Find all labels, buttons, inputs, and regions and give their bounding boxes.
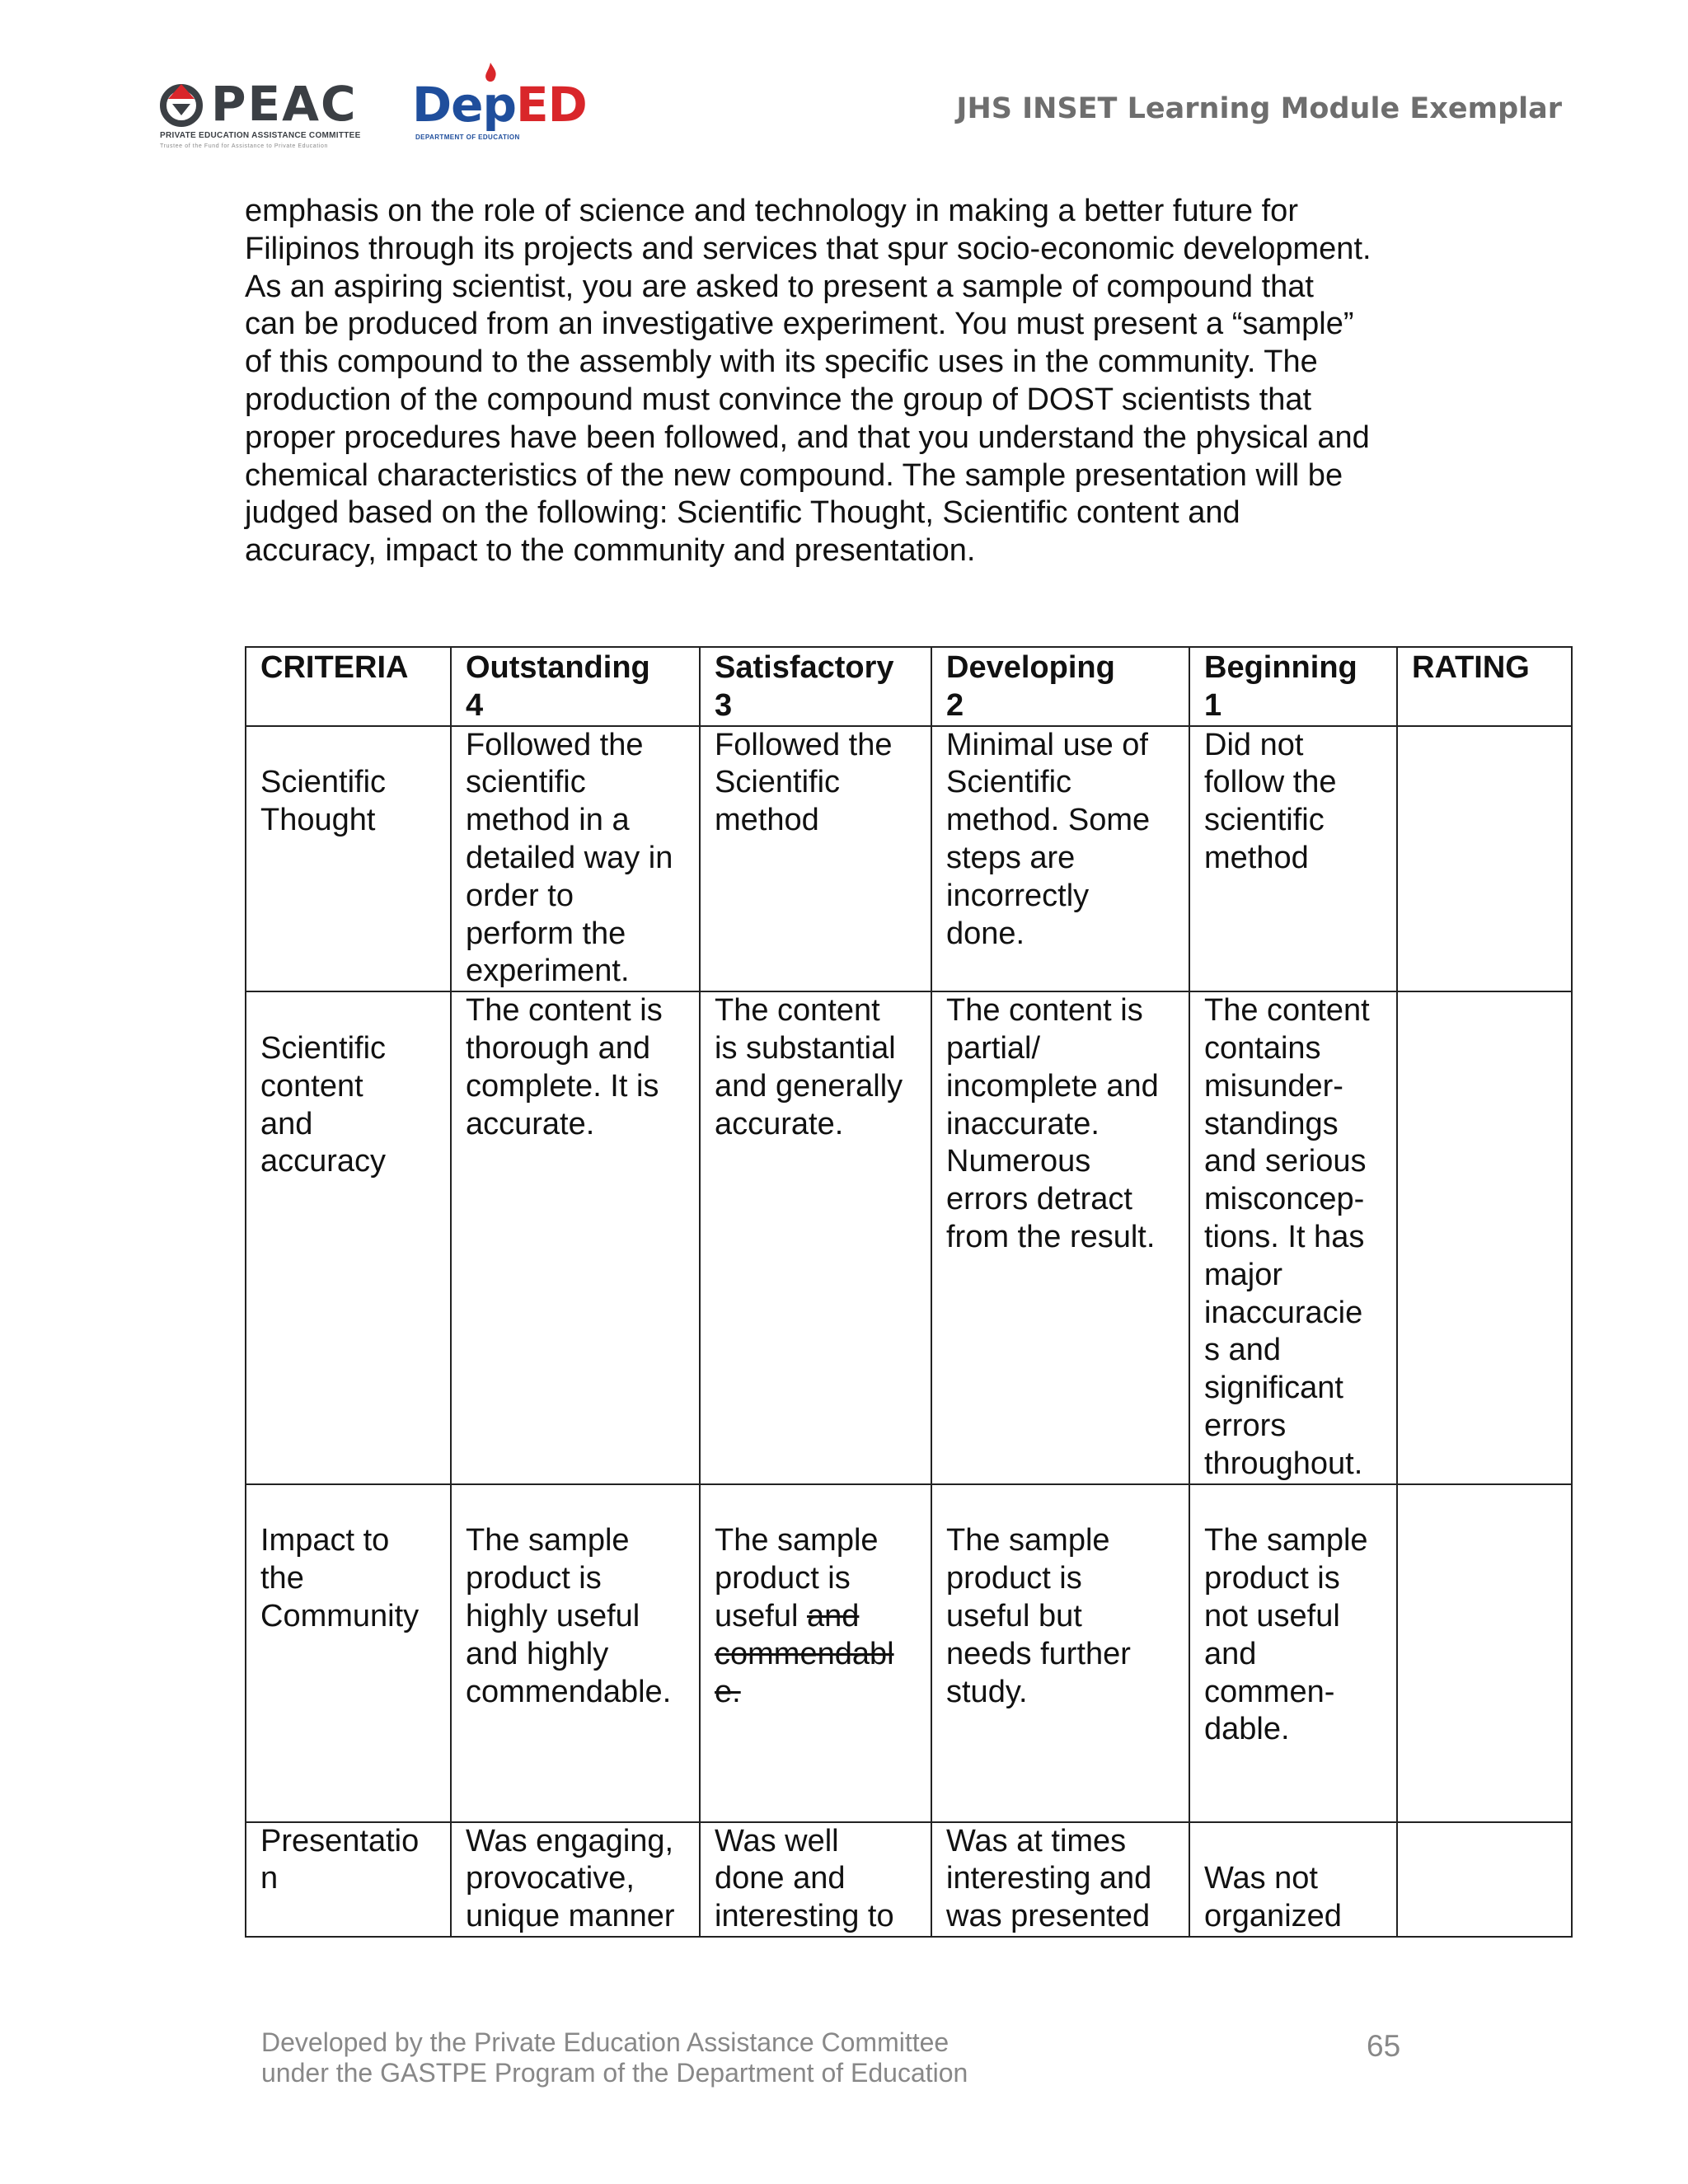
beginning-cell xyxy=(1189,991,1397,1483)
cell-line: unique manner xyxy=(466,1899,675,1934)
outstanding-cell xyxy=(451,726,700,992)
cell-line: Followed the xyxy=(715,727,893,762)
rating-cell[interactable] xyxy=(1397,1822,1572,1937)
cell-line: perform the xyxy=(466,916,626,951)
cell-line: product is xyxy=(946,1561,1082,1596)
cell-line: accurate. xyxy=(466,1106,595,1141)
peac-emblem-icon xyxy=(157,79,206,129)
cell-line: n xyxy=(260,1861,279,1896)
cell-line: method xyxy=(1204,840,1309,875)
peac-logo xyxy=(157,63,383,153)
cell-line: done and xyxy=(715,1861,846,1896)
cell-line: Presentatio xyxy=(260,1823,420,1858)
struck-text: commendabl xyxy=(715,1636,894,1671)
cell-line: misconcep- xyxy=(1204,1182,1365,1217)
cell-line: order to xyxy=(466,878,574,913)
cell-line: significant xyxy=(1204,1371,1343,1406)
cell-line: s and xyxy=(1204,1333,1281,1368)
deped-wordmark-ed: ED xyxy=(516,77,587,133)
beginning-cell xyxy=(1189,1484,1397,1822)
criteria-cell xyxy=(246,726,451,992)
cell-line: incorrectly xyxy=(946,878,1090,913)
cell-line: thorough and xyxy=(466,1030,650,1066)
developing-cell xyxy=(931,726,1189,992)
paragraph-line: can be produced from an investigative experiment. You must present a “sample” xyxy=(245,307,1354,342)
deped-wordmark xyxy=(412,77,587,133)
cell-line: standings xyxy=(1204,1106,1339,1141)
cell-line: and xyxy=(260,1106,313,1141)
cell-line xyxy=(260,1485,442,1523)
cell-line: The sample xyxy=(466,1523,630,1558)
cell-line: misunder- xyxy=(1204,1068,1343,1104)
paragraph-line: accuracy, impact to the community and presentation. xyxy=(245,533,976,569)
cell-line: interesting to xyxy=(715,1899,894,1934)
cell-line: Community xyxy=(260,1598,420,1633)
cell-line: is substantial xyxy=(715,1030,896,1066)
cell-line: commen- xyxy=(1204,1674,1335,1709)
cell-line: The content is xyxy=(946,993,1143,1029)
criteria-cell xyxy=(246,1822,451,1937)
developing-cell xyxy=(931,1484,1189,1822)
header-satisfactory: Satisfactory 3 xyxy=(700,647,931,726)
cell-line: errors detract xyxy=(946,1182,1132,1217)
deped-subtitle: DEPARTMENT OF EDUCATION xyxy=(415,134,520,141)
header-criteria: CRITERIA xyxy=(246,647,451,726)
cell-line: dable. xyxy=(1204,1712,1290,1747)
paragraph-line: chemical characteristics of the new compound. The sample presentation will be xyxy=(245,457,1343,493)
criteria-cell xyxy=(246,1484,451,1822)
cell-line: highly useful xyxy=(466,1598,640,1633)
cell-line: useful but xyxy=(946,1598,1082,1633)
cell-line: The sample xyxy=(715,1523,879,1558)
cell-line: Was not xyxy=(1204,1861,1318,1896)
peac-subtitle: PRIVATE EDUCATION ASSISTANCE COMMITTEE xyxy=(160,131,361,140)
cell-line: incomplete and xyxy=(946,1068,1159,1104)
cell-line: inaccurate. xyxy=(946,1106,1100,1141)
outstanding-cell xyxy=(451,991,700,1483)
cell-line xyxy=(260,992,442,1030)
cell-line xyxy=(466,1485,691,1523)
cell-line: Scientific xyxy=(946,765,1072,800)
satisfactory-cell xyxy=(700,1822,931,1937)
cell-line: product is xyxy=(715,1561,851,1596)
cell-line xyxy=(715,1636,922,1674)
cell-line: The content xyxy=(715,993,880,1029)
paragraph-line: emphasis on the role of science and technology in making a better future for xyxy=(245,194,1298,228)
cell-line: and xyxy=(1204,1636,1257,1671)
rubric-row-scientific-thought xyxy=(246,726,1572,992)
cell-line: and serious xyxy=(1204,1144,1367,1179)
header-beginning: Beginning 1 xyxy=(1189,647,1397,726)
outstanding-cell xyxy=(451,1484,700,1822)
cell-line: method xyxy=(715,803,819,838)
cell-line: Was well xyxy=(715,1823,839,1858)
beginning-cell xyxy=(1189,1822,1397,1937)
cell-line: the xyxy=(260,1561,304,1596)
cell-line xyxy=(1204,1485,1388,1523)
cell-line: study. xyxy=(946,1674,1028,1709)
cell-line: accurate. xyxy=(715,1106,844,1141)
cell-line: method. Some xyxy=(946,803,1151,838)
cell-line: not useful xyxy=(1204,1598,1340,1633)
footer-line-2: under the GASTPE Program of the Department of Education xyxy=(261,2058,968,2088)
cell-line: The sample xyxy=(1204,1523,1368,1558)
rating-cell[interactable] xyxy=(1397,991,1572,1483)
scoring-rubric-table xyxy=(245,646,1573,1938)
cell-line xyxy=(715,1485,922,1523)
cell-line: interesting and xyxy=(946,1861,1152,1896)
cell-line: Impact to xyxy=(260,1523,390,1558)
cell-line: and highly xyxy=(466,1636,609,1671)
cell-line: Did not xyxy=(1204,727,1304,762)
page-footer xyxy=(261,2027,968,2088)
struck-text: and xyxy=(806,1598,860,1633)
footer-line-1: Developed by the Private Education Assistance Committee xyxy=(261,2027,950,2057)
cell-line: useful and xyxy=(715,1598,860,1633)
cell-line: Was engaging, xyxy=(466,1823,674,1858)
cell-line: scientific xyxy=(1204,803,1325,838)
satisfactory-cell xyxy=(700,1484,931,1822)
cell-line: Scientific xyxy=(260,765,387,800)
cell-line: steps are xyxy=(946,840,1076,875)
cell-line: needs further xyxy=(946,1636,1131,1671)
peac-wordmark: PEAC xyxy=(211,76,358,132)
peac-tagline: Trustee of the Fund for Assistance to Private Education xyxy=(160,143,328,149)
satisfactory-cell xyxy=(700,991,931,1483)
cell-line: was presented xyxy=(946,1899,1151,1934)
cell-line: product is xyxy=(466,1561,602,1596)
deped-logo xyxy=(412,63,587,153)
header-developing: Developing 2 xyxy=(931,647,1189,726)
cell-line xyxy=(946,1485,1180,1523)
cell-line xyxy=(1204,1823,1388,1861)
header-outstanding: Outstanding 4 xyxy=(451,647,700,726)
cell-line: Minimal use of xyxy=(946,727,1148,762)
satisfactory-cell xyxy=(700,726,931,992)
criteria-cell xyxy=(246,991,451,1483)
page-number: 65 xyxy=(1367,2029,1401,2063)
cell-line: partial/ xyxy=(946,1030,1041,1066)
cell-line: throughout. xyxy=(1204,1446,1363,1481)
module-title: JHS INSET Learning Module Exemplar xyxy=(956,92,1562,125)
cell-line: provocative, xyxy=(466,1861,635,1896)
cell-line: content xyxy=(260,1068,363,1104)
cell-line: organized xyxy=(1204,1899,1342,1934)
paragraph-line: Filipinos through its projects and services that spur socio-economic development. xyxy=(245,231,1372,266)
cell-line: Thought xyxy=(260,803,376,838)
cell-line: follow the xyxy=(1204,765,1337,800)
cell-line: Was at times xyxy=(946,1823,1127,1858)
rubric-header-row xyxy=(246,647,1572,726)
cell-line: from the result. xyxy=(946,1219,1156,1254)
cell-line: The content xyxy=(1204,993,1370,1029)
cell-line: inaccuracie xyxy=(1204,1295,1363,1330)
cell-line: major xyxy=(1204,1257,1283,1292)
cell-line: The sample xyxy=(946,1523,1110,1558)
paragraph-line: of this compound to the assembly with its specific uses in the community. The xyxy=(245,344,1318,380)
cell-line: Numerous xyxy=(946,1144,1091,1179)
cell-line xyxy=(260,727,442,765)
page-header xyxy=(157,63,1562,153)
deped-wordmark-dep: Dep xyxy=(412,77,516,133)
paragraph-line: production of the compound must convince the group of DOST scientists that xyxy=(245,382,1312,417)
cell-line: Scientific xyxy=(260,1030,387,1066)
cell-line: done. xyxy=(946,916,1025,951)
developing-cell xyxy=(931,991,1189,1483)
outstanding-cell xyxy=(451,1822,700,1937)
paragraph-line: As an aspiring scientist, you are asked to present a sample of compound that xyxy=(245,269,1314,304)
cell-line: accuracy xyxy=(260,1144,387,1179)
cell-line: The content is xyxy=(466,993,663,1029)
rating-cell[interactable] xyxy=(1397,726,1572,992)
task-description-paragraph xyxy=(245,193,1448,570)
cell-line: scientific xyxy=(466,765,586,800)
cell-line: contains xyxy=(1204,1030,1321,1066)
cell-line: tions. It has xyxy=(1204,1219,1365,1254)
beginning-cell xyxy=(1189,726,1397,992)
rubric-row-scientific-content xyxy=(246,991,1572,1483)
paragraph-line: proper procedures have been followed, and that you understand the physical and xyxy=(245,419,1370,455)
cell-line: commendable. xyxy=(466,1674,672,1709)
cell-line: errors xyxy=(1204,1408,1287,1443)
cell-line: detailed way in xyxy=(466,840,673,875)
cell-line: product is xyxy=(1204,1561,1340,1596)
developing-cell xyxy=(931,1822,1189,1937)
cell-line: Followed the xyxy=(466,727,644,762)
cell-line: complete. It is xyxy=(466,1068,659,1104)
cell-line: Scientific xyxy=(715,765,841,800)
cell-line: and generally xyxy=(715,1068,903,1104)
header-rating: RATING xyxy=(1397,647,1572,726)
cell-line: experiment. xyxy=(466,954,630,989)
cell-line xyxy=(715,1674,922,1712)
rating-cell[interactable] xyxy=(1397,1484,1572,1822)
rubric-row-impact-community xyxy=(246,1484,1572,1822)
rubric-row-presentation xyxy=(246,1822,1572,1937)
cell-line: method in a xyxy=(466,803,630,838)
struck-text: e. xyxy=(715,1674,741,1709)
paragraph-line: judged based on the following: Scientific Thought, Scientific content and xyxy=(245,495,1240,531)
